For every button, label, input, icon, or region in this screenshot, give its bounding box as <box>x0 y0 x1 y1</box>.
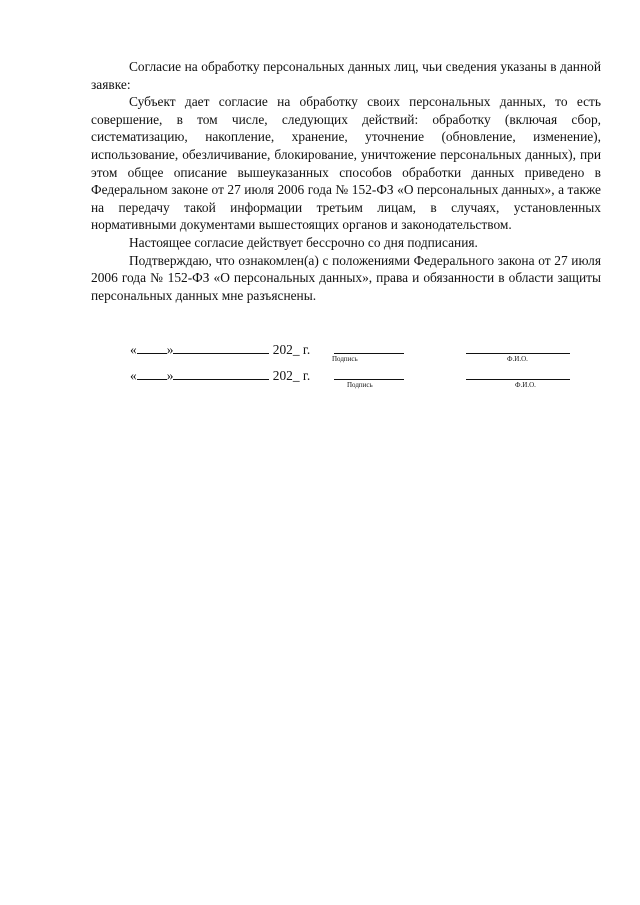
signature-line[interactable] <box>334 353 404 354</box>
full-name-line[interactable] <box>466 379 570 380</box>
date-field <box>130 340 310 359</box>
day-blank[interactable] <box>137 340 167 354</box>
day-blank[interactable] <box>137 366 167 380</box>
full-name-caption: Ф.И.О. <box>515 381 536 389</box>
year-label: 202_ г. <box>272 368 311 383</box>
open-quote: « <box>130 342 137 357</box>
consent-heading-paragraph: Согласие на обработку персональных данных лиц, чьи сведения указаны в данной заявке: <box>91 59 601 92</box>
signature-row <box>0 366 640 396</box>
signature-caption: Подпись <box>347 381 373 389</box>
consent-term-paragraph: Настоящее согласие действует бессрочно со дня подписания. <box>129 234 478 250</box>
open-quote: « <box>130 368 137 383</box>
date-field <box>130 366 310 385</box>
signature-line[interactable] <box>334 379 404 380</box>
signature-caption: Подпись <box>332 355 358 363</box>
full-name-caption: Ф.И.О. <box>507 355 528 363</box>
confirmation-paragraph: Подтверждаю, что ознакомлен(а) с положениями Федерального закона от 27 июля 2006 года № 152-ФЗ «О персональных данных», права и обязанности в области защиты персональных данных мне разъяснены. <box>91 252 601 303</box>
month-blank[interactable] <box>173 366 269 380</box>
consent-scope-paragraph: Субъект дает согласие на обработку своих персональных данных, то есть совершение, в том числе, следующих действий: обработку (включая сбор, систематизацию, накопление, хранение, уточнение (обновление, изменение), использование, обезличивание, блокирование, уничтожение персональных данных), при этом общее описание вышеуказанных способов обработки данных приведено в Федеральном законе от 27 июля 2006 года № 152-ФЗ «О персональных данных», а также на передачу такой информации третьим лицам, в случаях, установленных нормативными документами вышестоящих органов и законодательством. <box>91 94 601 233</box>
consent-text <box>91 58 601 304</box>
close-quote: » <box>166 368 174 383</box>
year-label: 202_ г. <box>272 342 311 357</box>
month-blank[interactable] <box>173 340 269 354</box>
close-quote: » <box>166 342 174 357</box>
full-name-line[interactable] <box>466 353 570 354</box>
